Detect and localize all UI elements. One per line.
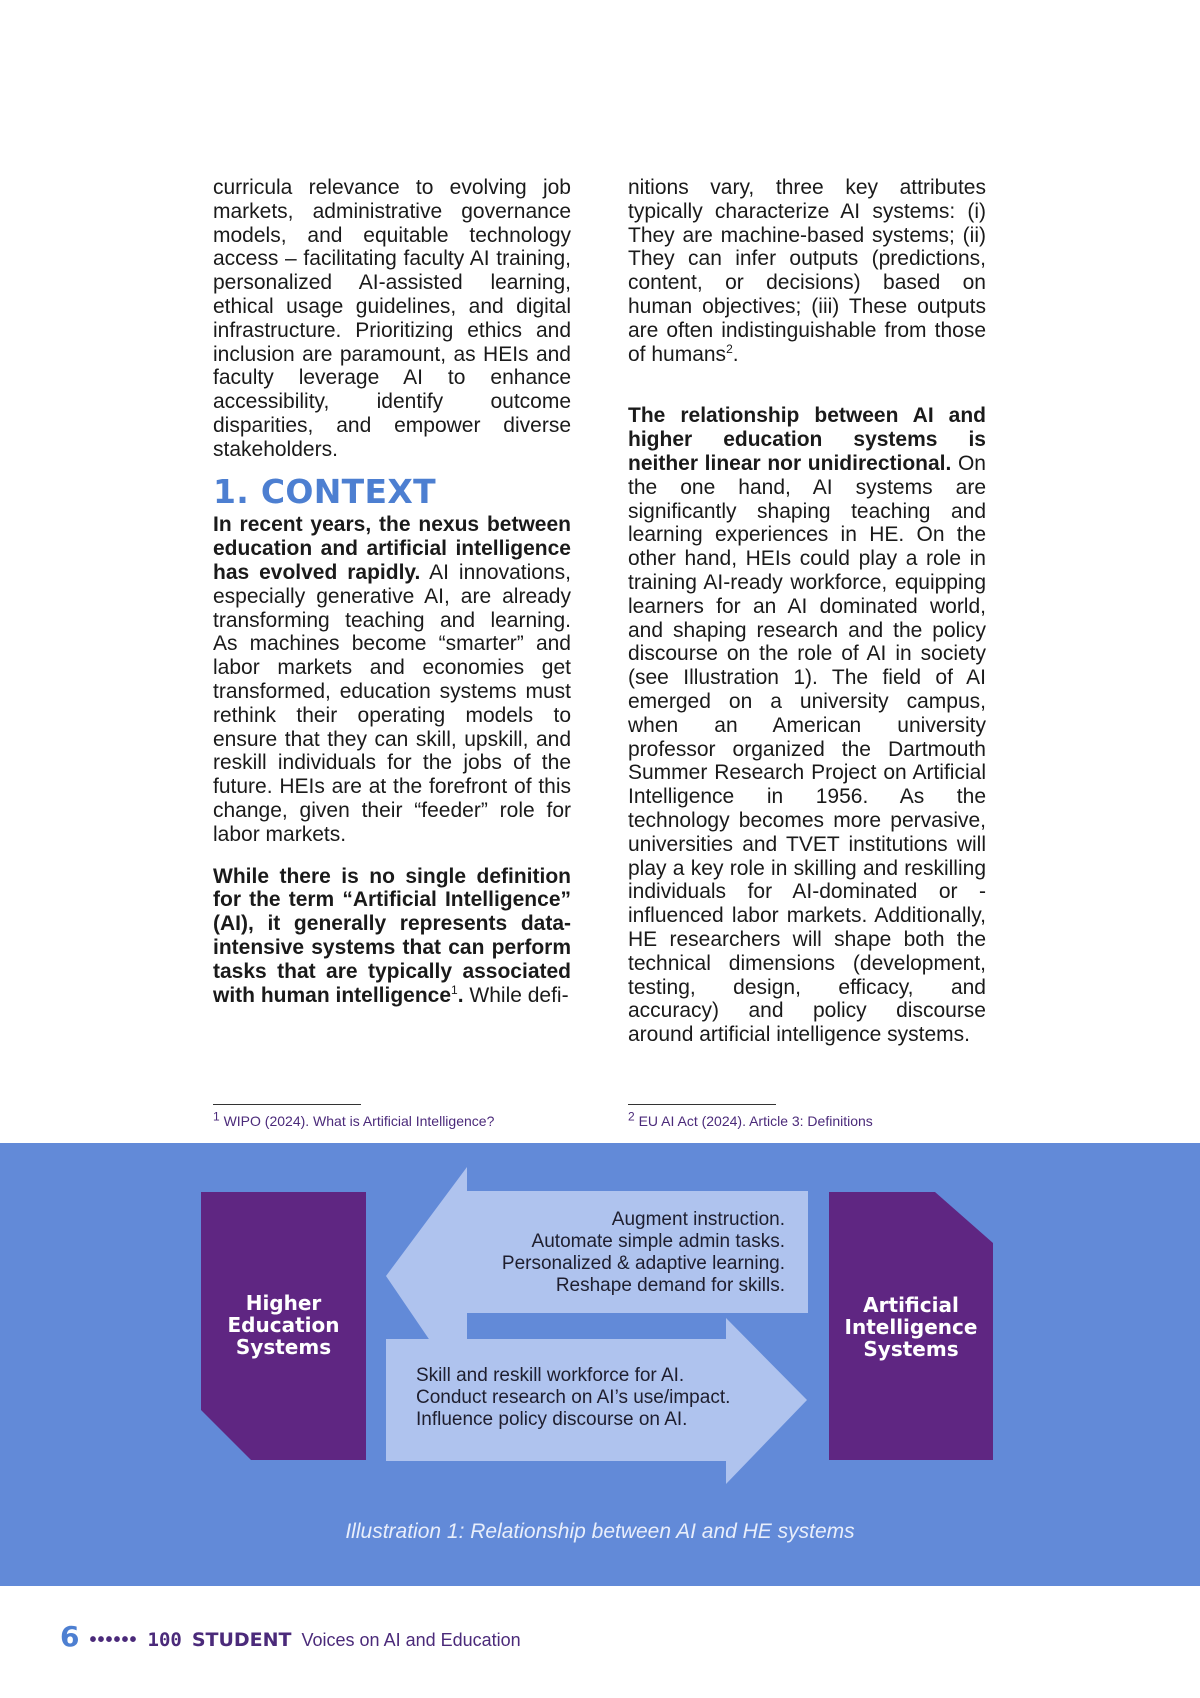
arrow-line: Personalized & adaptive learning. xyxy=(501,1253,785,1274)
relationship-paragraph-lead: The relationship between AI and higher education systems is neither linear nor unidirectional. xyxy=(628,404,986,475)
footnote-2-number: 2 xyxy=(628,1109,635,1124)
box-label-line: Education xyxy=(227,1313,340,1337)
ai-systems-label xyxy=(829,1294,993,1360)
footnote-1-number: 1 xyxy=(213,1109,220,1124)
footnote-2 xyxy=(628,1104,988,1129)
footnote-rule xyxy=(628,1104,776,1105)
intro-paragraph: curricula relevance to evolving job markets, administrative governance models, and equitable technology access – facilitating faculty AI training, personalized AI-assisted learning, ethical usage guidelines, and digital infrastructure. Prioritizing ethics and inclusion are paramount, as HEIs and faculty leverage AI to enhance accessibility, identify outcome disparities, and empower diverse stakeholders. xyxy=(213,176,571,461)
box-label-line: Intelligence xyxy=(844,1315,978,1339)
arrow-line: Reshape demand for skills. xyxy=(555,1275,785,1296)
context-paragraph-1 xyxy=(213,513,571,846)
box-label-line: Artificial xyxy=(863,1293,959,1317)
relationship-paragraph-body: On the one hand, AI systems are significantly shaping teaching and learning experiences in HE. On the other hand, HEIs could play a role in training AI-ready workforce, equipping learners for an AI dominated world, and shaping research and the policy discourse on the role of AI in society (see Illustration 1). The field of AI emerged on a university campus, when an American university professor organized the Dartmouth Summer Research Project on Artificial Intelligence in 1956. As the technology becomes more pervasive, universities and TVET institutions will play a key role in skilling and reskilling individuals for AI-dominated or -influenced labor markets. Additionally, HE researchers will shape both the technical dimensions (development, testing, design, efficacy, and accuracy) and policy discourse around artificial intelligence systems. xyxy=(628,451,986,1047)
footnote-1-text: WIPO (2024). What is Artificial Intelligence? xyxy=(219,1113,495,1129)
footer-dots: •••••• xyxy=(89,1629,138,1651)
illustration-caption: Illustration 1: Relationship between AI and HE systems xyxy=(345,1520,855,1543)
context-paragraph-2 xyxy=(213,865,571,1008)
right-column xyxy=(628,176,986,1065)
higher-education-label xyxy=(201,1292,366,1358)
he-to-ai-text xyxy=(416,1365,730,1431)
section-title: 1. CONTEXT xyxy=(213,471,436,511)
footnote-1 xyxy=(213,1104,573,1129)
context-paragraph-2-lead-end: . xyxy=(457,983,464,1007)
publication-title: Voices on AI and Education xyxy=(301,1630,521,1650)
footnote-2-text: EU AI Act (2024). Article 3: Definitions xyxy=(634,1113,873,1129)
context-paragraph-1-lead: In recent years, the nexus between education and artificial intelligence has evolved rapidly. xyxy=(213,513,571,584)
arrow-line: Augment instruction. xyxy=(611,1209,785,1230)
illustration-band xyxy=(0,1143,1200,1586)
arrow-line: Conduct research on AI’s use/impact. xyxy=(416,1387,731,1408)
arrow-line: Skill and reskill workforce for AI. xyxy=(416,1365,685,1386)
footnote-rule xyxy=(213,1104,361,1105)
context-paragraph-1-body: AI innovations, especially generative AI, are already transforming teaching and learning. As machines become “smarter” and labor markets and economies get transformed, education systems must rethink their operating models to ensure that they can skill, upskill, and reskill individuals for the jobs of the future. HEIs are at the forefront of this change, given their “feeder” role for labor markets. xyxy=(213,560,571,846)
box-label-line: Systems xyxy=(235,1335,332,1359)
context-paragraph-2-body: While defi- xyxy=(463,983,569,1007)
relationship-paragraph xyxy=(628,404,986,1047)
arrow-line: Influence policy discourse on AI. xyxy=(416,1409,688,1430)
definition-paragraph-end: . xyxy=(732,342,739,366)
context-paragraph-2-lead: While there is no single definition for the term “Artificial Intelligence” (AI), it generally represents data-intensive systems that can perform tasks that are typically associated with human intelligence xyxy=(213,864,571,1007)
footnote-ref-1[interactable]: 1 xyxy=(451,982,458,997)
publication-title-strong: STUDENT xyxy=(191,1629,292,1651)
publication-number: 100 xyxy=(147,1629,182,1651)
box-label-line: Higher xyxy=(245,1291,322,1315)
arrow-line: Automate simple admin tasks. xyxy=(531,1231,785,1252)
page-number: 6 xyxy=(60,1620,80,1653)
box-label-line: Systems xyxy=(863,1337,959,1361)
definition-paragraph xyxy=(628,176,986,366)
left-column xyxy=(213,176,571,1025)
ai-to-he-text xyxy=(502,1209,785,1297)
footnote-ref-2[interactable]: 2 xyxy=(726,341,733,356)
page-footer xyxy=(60,1620,521,1653)
definition-paragraph-body: nitions vary, three key attributes typically characterize AI systems: (i) They are machine-based systems; (ii) They can infer outputs (predictions, content, or decisions) based on human objectives; (iii) These outputs are often indistinguishable from those of humans xyxy=(628,176,986,366)
